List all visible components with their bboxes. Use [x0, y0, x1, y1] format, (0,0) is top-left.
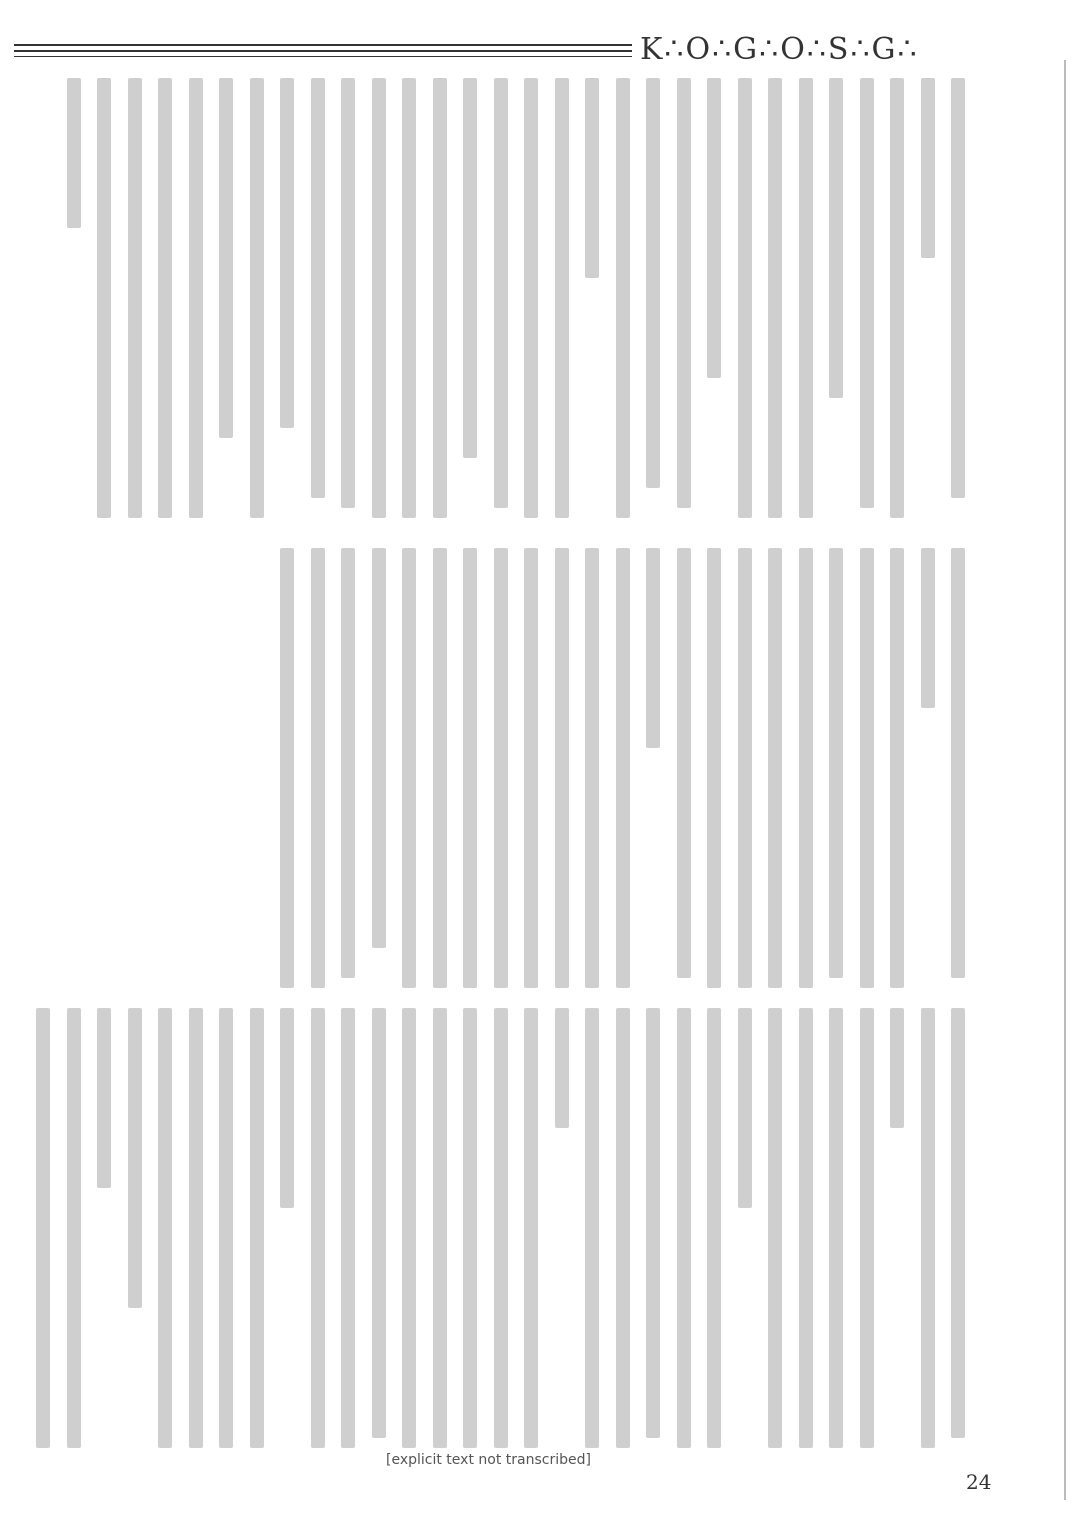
redacted-text-column	[616, 548, 630, 988]
text-section-middle	[55, 548, 965, 988]
redacted-text-column	[311, 548, 325, 988]
redacted-text-column	[860, 78, 874, 508]
redacted-text-column	[768, 78, 782, 518]
redacted-text-column	[646, 78, 660, 488]
redacted-text-column	[555, 548, 569, 988]
redacted-text-column	[738, 78, 752, 518]
redacted-text-column	[738, 548, 752, 988]
redacted-text-column	[250, 78, 264, 518]
redacted-text-column	[280, 1008, 294, 1208]
redacted-text-column	[524, 78, 538, 518]
redacted-text-column	[738, 1008, 752, 1208]
redacted-text-column	[67, 1008, 81, 1448]
redacted-text-column	[341, 78, 355, 508]
redacted-text-column	[372, 548, 386, 948]
page-number: 24	[966, 1470, 992, 1494]
redacted-text-column	[860, 1008, 874, 1448]
redacted-text-column	[799, 548, 813, 988]
redacted-text-column	[402, 1008, 416, 1448]
redacted-text-column	[36, 1008, 50, 1448]
redacted-text-column	[707, 548, 721, 988]
redacted-text-column	[829, 1008, 843, 1448]
redacted-text-column	[768, 1008, 782, 1448]
redacted-text-column	[280, 78, 294, 428]
redacted-text-column	[402, 78, 416, 518]
redacted-text-column	[494, 1008, 508, 1448]
redacted-text-column	[189, 78, 203, 518]
redacted-text-column	[433, 1008, 447, 1448]
header-rule	[14, 56, 632, 57]
redacted-text-column	[860, 548, 874, 988]
redacted-text-column	[921, 78, 935, 258]
redacted-text-column	[311, 78, 325, 498]
redacted-text-column	[341, 1008, 355, 1448]
redacted-text-column	[280, 548, 294, 988]
redacted-text-column	[677, 1008, 691, 1448]
redacted-text-column	[707, 1008, 721, 1448]
header-rule	[14, 44, 632, 46]
redacted-text-column	[158, 78, 172, 518]
redacted-text-column	[585, 78, 599, 278]
redacted-text-column	[799, 1008, 813, 1448]
page-edge-line	[1064, 60, 1066, 1500]
redacted-text-column	[951, 548, 965, 978]
redacted-text-column	[890, 78, 904, 518]
text-section-bottom	[55, 1008, 965, 1444]
redacted-text-column	[219, 1008, 233, 1448]
redacted-text-column	[97, 78, 111, 518]
redacted-text-column	[585, 548, 599, 988]
redacted-text-column	[677, 548, 691, 978]
redacted-text-column	[97, 1008, 111, 1188]
redacted-text-column	[646, 1008, 660, 1438]
redacted-text-column	[951, 1008, 965, 1438]
redacted-text-column	[372, 78, 386, 518]
redacted-text-column	[372, 1008, 386, 1438]
redaction-note: [explicit text not transcribed]	[380, 1450, 597, 1470]
redacted-text-column	[951, 78, 965, 498]
redacted-text-column	[67, 78, 81, 228]
redacted-text-column	[463, 78, 477, 458]
redacted-text-column	[402, 548, 416, 988]
redacted-text-column	[585, 1008, 599, 1448]
redacted-text-column	[128, 1008, 142, 1308]
redacted-text-column	[463, 548, 477, 988]
redacted-text-column	[158, 1008, 172, 1448]
redacted-text-column	[646, 548, 660, 748]
redacted-text-column	[250, 1008, 264, 1448]
redacted-text-column	[463, 1008, 477, 1448]
redacted-text-column	[829, 78, 843, 398]
redacted-text-column	[219, 78, 233, 438]
text-section-top	[55, 78, 965, 518]
redacted-text-column	[768, 548, 782, 988]
redacted-text-column	[494, 548, 508, 988]
redacted-text-column	[890, 548, 904, 988]
redacted-text-column	[524, 1008, 538, 1448]
redacted-text-column	[616, 1008, 630, 1448]
redacted-text-column	[433, 548, 447, 988]
redacted-text-column	[555, 1008, 569, 1128]
header-rule	[14, 50, 632, 52]
redacted-text-column	[341, 548, 355, 978]
redacted-text-column	[189, 1008, 203, 1448]
redacted-text-column	[921, 1008, 935, 1448]
redacted-text-column	[921, 548, 935, 708]
redacted-text-column	[555, 78, 569, 518]
redacted-text-column	[494, 78, 508, 508]
redacted-text-column	[677, 78, 691, 508]
redacted-text-column	[829, 548, 843, 978]
redacted-text-column	[524, 548, 538, 988]
redacted-text-column	[311, 1008, 325, 1448]
redacted-text-column	[128, 78, 142, 518]
redacted-text-column	[707, 78, 721, 378]
redacted-text-column	[799, 78, 813, 518]
header-mark: K∴O∴G∴O∴S∴G∴	[640, 32, 919, 67]
redacted-text-column	[433, 78, 447, 518]
redacted-text-column	[616, 78, 630, 518]
redacted-text-column	[890, 1008, 904, 1128]
